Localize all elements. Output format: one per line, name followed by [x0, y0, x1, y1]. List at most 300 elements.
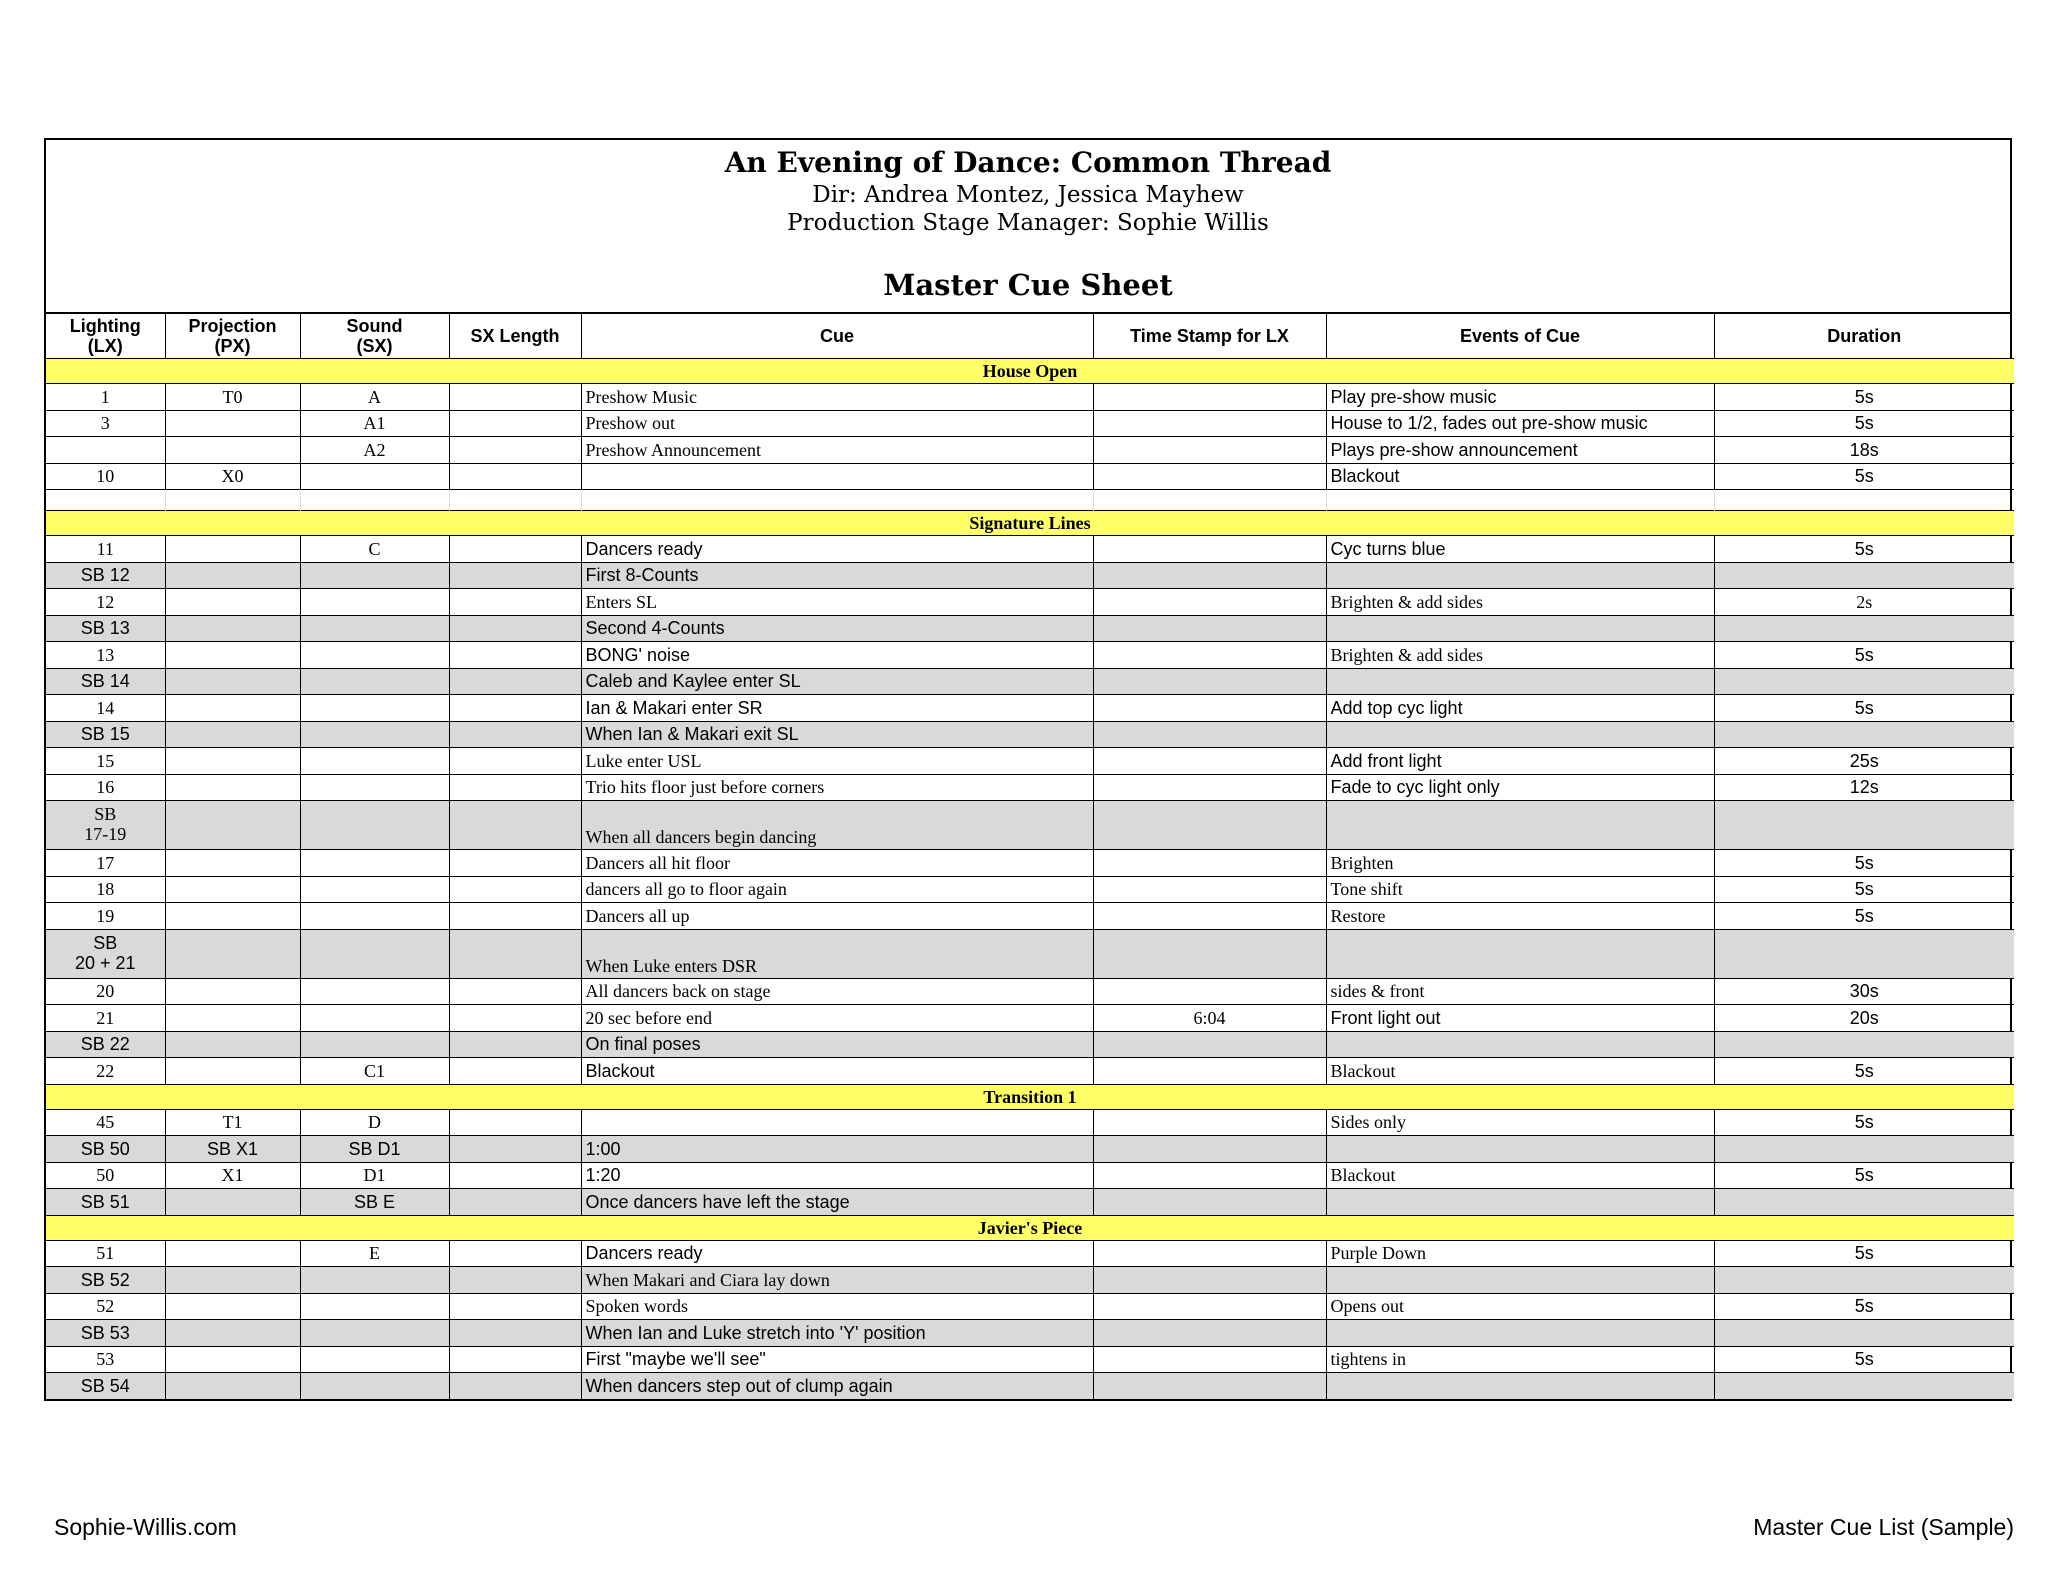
spacer-cell	[165, 490, 300, 511]
sx-length-cell	[449, 562, 581, 589]
sx-length-cell	[449, 384, 581, 411]
lighting-cell: SB 53	[46, 1320, 165, 1347]
sx-length-cell	[449, 589, 581, 616]
sound-cell: C	[300, 536, 449, 563]
footer-doc-title: Master Cue List (Sample)	[1753, 1514, 2014, 1540]
events-cell: sides & front	[1326, 978, 1714, 1005]
column-header: Cue	[581, 314, 1093, 359]
events-cell: House to 1/2, fades out pre-show music	[1326, 410, 1714, 437]
sound-cell	[300, 562, 449, 589]
cue-cell: All dancers back on stage	[581, 978, 1093, 1005]
sound-cell	[300, 903, 449, 930]
sx-length-cell	[449, 536, 581, 563]
projection-cell	[165, 1346, 300, 1373]
projection-cell: SB X1	[165, 1136, 300, 1163]
cue-row	[46, 876, 2014, 903]
sound-cell: A	[300, 384, 449, 411]
duration-cell: 30s	[1714, 978, 2014, 1005]
lighting-cell: SB 13	[46, 615, 165, 642]
sx-length-cell	[449, 1373, 581, 1399]
standby-row	[46, 615, 2014, 642]
column-header-row	[46, 314, 2014, 359]
projection-cell	[165, 410, 300, 437]
spacer-cell	[581, 490, 1093, 511]
lighting-cell: 10	[46, 463, 165, 490]
duration-cell: 2s	[1714, 589, 2014, 616]
events-cell: Fade to cyc light only	[1326, 774, 1714, 801]
lighting-cell: SB 17-19	[46, 801, 165, 850]
standby-row	[46, 1136, 2014, 1163]
events-cell	[1326, 1189, 1714, 1216]
standby-row	[46, 1373, 2014, 1399]
projection-cell	[165, 850, 300, 877]
standby-row	[46, 1320, 2014, 1347]
projection-cell	[165, 929, 300, 978]
lighting-cell: 11	[46, 536, 165, 563]
sx-length-cell	[449, 1346, 581, 1373]
cue-row	[46, 1293, 2014, 1320]
projection-cell	[165, 1293, 300, 1320]
sx-length-cell	[449, 929, 581, 978]
cue-row	[46, 1005, 2014, 1032]
sx-length-cell	[449, 1058, 581, 1085]
lighting-cell: 50	[46, 1162, 165, 1189]
section-header-row	[46, 1084, 2014, 1109]
timestamp-cell	[1093, 1031, 1326, 1058]
column-header: SX Length	[449, 314, 581, 359]
projection-cell	[165, 615, 300, 642]
timestamp-cell	[1093, 903, 1326, 930]
lighting-cell: 52	[46, 1293, 165, 1320]
duration-cell: 5s	[1714, 463, 2014, 490]
cue-cell: When all dancers begin dancing	[581, 801, 1093, 850]
sx-length-cell	[449, 615, 581, 642]
show-title: An Evening of Dance: Common Thread	[724, 146, 1332, 179]
duration-cell	[1714, 1373, 2014, 1399]
column-header: Duration	[1714, 314, 2014, 359]
events-cell	[1326, 1320, 1714, 1347]
events-cell: Play pre-show music	[1326, 384, 1714, 411]
spacer-cell	[1714, 490, 2014, 511]
lighting-cell: 12	[46, 589, 165, 616]
events-cell	[1326, 1373, 1714, 1399]
duration-cell: 20s	[1714, 1005, 2014, 1032]
lighting-cell: SB 15	[46, 721, 165, 748]
cue-row	[46, 589, 2014, 616]
events-cell: Cyc turns blue	[1326, 536, 1714, 563]
sound-cell	[300, 589, 449, 616]
cue-table	[46, 314, 2014, 1399]
timestamp-cell	[1093, 384, 1326, 411]
timestamp-cell	[1093, 748, 1326, 775]
lighting-cell: SB 50	[46, 1136, 165, 1163]
projection-cell	[165, 437, 300, 464]
duration-cell: 5s	[1714, 1293, 2014, 1320]
events-cell: Brighten	[1326, 850, 1714, 877]
sound-cell	[300, 615, 449, 642]
spacer-cell	[300, 490, 449, 511]
sound-cell	[300, 1346, 449, 1373]
duration-cell: 5s	[1714, 1346, 2014, 1373]
duration-cell: 25s	[1714, 748, 2014, 775]
column-header: Sound (SX)	[300, 314, 449, 359]
lighting-cell: 1	[46, 384, 165, 411]
projection-cell	[165, 876, 300, 903]
duration-cell	[1714, 1267, 2014, 1294]
sx-length-cell	[449, 903, 581, 930]
sx-length-cell	[449, 1189, 581, 1216]
sx-length-cell	[449, 721, 581, 748]
timestamp-cell	[1093, 1058, 1326, 1085]
projection-cell	[165, 695, 300, 722]
timestamp-cell	[1093, 1240, 1326, 1267]
duration-cell: 5s	[1714, 1240, 2014, 1267]
lighting-cell: 51	[46, 1240, 165, 1267]
duration-cell	[1714, 929, 2014, 978]
timestamp-cell	[1093, 695, 1326, 722]
column-header: Time Stamp for LX	[1093, 314, 1326, 359]
lighting-cell: 15	[46, 748, 165, 775]
sx-length-cell	[449, 1320, 581, 1347]
cue-row	[46, 748, 2014, 775]
timestamp-cell	[1093, 850, 1326, 877]
lighting-cell: 22	[46, 1058, 165, 1085]
events-cell: Sides only	[1326, 1109, 1714, 1136]
timestamp-cell	[1093, 1293, 1326, 1320]
cue-row	[46, 1162, 2014, 1189]
cue-cell: Second 4-Counts	[581, 615, 1093, 642]
timestamp-cell	[1093, 1109, 1326, 1136]
lighting-cell: 45	[46, 1109, 165, 1136]
lighting-cell: 3	[46, 410, 165, 437]
sx-length-cell	[449, 463, 581, 490]
projection-cell	[165, 774, 300, 801]
lighting-cell	[46, 437, 165, 464]
projection-cell	[165, 978, 300, 1005]
duration-cell	[1714, 801, 2014, 850]
timestamp-cell	[1093, 1189, 1326, 1216]
sound-cell	[300, 1320, 449, 1347]
events-cell	[1326, 1136, 1714, 1163]
cue-table-body	[46, 359, 2014, 1399]
timestamp-cell	[1093, 1320, 1326, 1347]
projection-cell	[165, 1058, 300, 1085]
lighting-cell: 19	[46, 903, 165, 930]
cue-row	[46, 463, 2014, 490]
cue-row	[46, 437, 2014, 464]
sound-cell	[300, 1031, 449, 1058]
cue-cell: Once dancers have left the stage	[581, 1189, 1093, 1216]
sound-cell	[300, 1293, 449, 1320]
projection-cell	[165, 801, 300, 850]
timestamp-cell	[1093, 562, 1326, 589]
cue-cell: Ian & Makari enter SR	[581, 695, 1093, 722]
timestamp-cell	[1093, 437, 1326, 464]
section-header-row	[46, 1215, 2014, 1240]
section-header-row	[46, 511, 2014, 536]
cue-cell: When Ian & Makari exit SL	[581, 721, 1093, 748]
spacer-cell	[1326, 490, 1714, 511]
cue-cell: 1:20	[581, 1162, 1093, 1189]
section-label: Javier's Piece	[46, 1215, 2014, 1240]
timestamp-cell	[1093, 1267, 1326, 1294]
events-cell: Brighten & add sides	[1326, 642, 1714, 669]
events-cell: Purple Down	[1326, 1240, 1714, 1267]
events-cell: Blackout	[1326, 1058, 1714, 1085]
standby-row	[46, 721, 2014, 748]
sound-cell	[300, 642, 449, 669]
cue-row	[46, 1109, 2014, 1136]
duration-cell: 5s	[1714, 695, 2014, 722]
projection-cell	[165, 589, 300, 616]
events-cell	[1326, 929, 1714, 978]
projection-cell: T1	[165, 1109, 300, 1136]
timestamp-cell	[1093, 615, 1326, 642]
cue-cell: When Makari and Ciara lay down	[581, 1267, 1093, 1294]
cue-cell: Luke enter USL	[581, 748, 1093, 775]
duration-cell: 5s	[1714, 536, 2014, 563]
duration-cell: 12s	[1714, 774, 2014, 801]
cue-cell: Dancers all up	[581, 903, 1093, 930]
lighting-cell: 20	[46, 978, 165, 1005]
events-cell: Blackout	[1326, 463, 1714, 490]
timestamp-cell	[1093, 929, 1326, 978]
cue-cell: Preshow Announcement	[581, 437, 1093, 464]
section-label: Signature Lines	[46, 511, 2014, 536]
timestamp-cell	[1093, 1162, 1326, 1189]
sound-cell: C1	[300, 1058, 449, 1085]
cue-row	[46, 536, 2014, 563]
standby-row	[46, 1267, 2014, 1294]
timestamp-cell	[1093, 1136, 1326, 1163]
sound-cell	[300, 1373, 449, 1399]
projection-cell	[165, 1320, 300, 1347]
cue-row	[46, 1346, 2014, 1373]
sound-cell: A1	[300, 410, 449, 437]
projection-cell	[165, 721, 300, 748]
events-cell: Restore	[1326, 903, 1714, 930]
events-cell: Tone shift	[1326, 876, 1714, 903]
sx-length-cell	[449, 642, 581, 669]
cue-cell: When dancers step out of clump again	[581, 1373, 1093, 1399]
lighting-cell: 14	[46, 695, 165, 722]
projection-cell	[165, 748, 300, 775]
sx-length-cell	[449, 1136, 581, 1163]
cue-cell	[581, 1109, 1093, 1136]
timestamp-cell	[1093, 410, 1326, 437]
events-cell	[1326, 615, 1714, 642]
cue-cell	[581, 463, 1093, 490]
timestamp-cell	[1093, 876, 1326, 903]
cue-row	[46, 978, 2014, 1005]
projection-cell	[165, 1267, 300, 1294]
cue-cell: First "maybe we'll see"	[581, 1346, 1093, 1373]
sound-cell: D1	[300, 1162, 449, 1189]
cue-cell: BONG' noise	[581, 642, 1093, 669]
standby-row	[46, 562, 2014, 589]
cue-cell: 20 sec before end	[581, 1005, 1093, 1032]
lighting-cell: 17	[46, 850, 165, 877]
sound-cell	[300, 721, 449, 748]
cue-row	[46, 410, 2014, 437]
sx-length-cell	[449, 410, 581, 437]
duration-cell	[1714, 1031, 2014, 1058]
lighting-cell: 13	[46, 642, 165, 669]
events-cell	[1326, 721, 1714, 748]
sx-length-cell	[449, 801, 581, 850]
timestamp-cell: 6:04	[1093, 1005, 1326, 1032]
column-header: Projection (PX)	[165, 314, 300, 359]
duration-cell: 5s	[1714, 1162, 2014, 1189]
events-cell	[1326, 1031, 1714, 1058]
cue-cell: Dancers all hit floor	[581, 850, 1093, 877]
duration-cell	[1714, 615, 2014, 642]
lighting-cell: SB 54	[46, 1373, 165, 1399]
cue-row	[46, 1240, 2014, 1267]
cue-cell: Preshow out	[581, 410, 1093, 437]
lighting-cell: SB 20 + 21	[46, 929, 165, 978]
cue-cell: 1:00	[581, 1136, 1093, 1163]
sound-cell: D	[300, 1109, 449, 1136]
lighting-cell: 18	[46, 876, 165, 903]
sx-length-cell	[449, 1031, 581, 1058]
sx-length-cell	[449, 1267, 581, 1294]
duration-cell	[1714, 1320, 2014, 1347]
cue-cell: Dancers ready	[581, 1240, 1093, 1267]
timestamp-cell	[1093, 589, 1326, 616]
sx-length-cell	[449, 774, 581, 801]
projection-cell	[165, 562, 300, 589]
lighting-cell: SB 22	[46, 1031, 165, 1058]
events-cell: Plays pre-show announcement	[1326, 437, 1714, 464]
cue-cell: Trio hits floor just before corners	[581, 774, 1093, 801]
standby-row	[46, 1189, 2014, 1216]
sound-cell: A2	[300, 437, 449, 464]
sx-length-cell	[449, 437, 581, 464]
sound-cell	[300, 748, 449, 775]
lighting-cell: 53	[46, 1346, 165, 1373]
duration-cell: 5s	[1714, 1109, 2014, 1136]
lighting-cell: SB 12	[46, 562, 165, 589]
events-cell	[1326, 1267, 1714, 1294]
sx-length-cell	[449, 668, 581, 695]
duration-cell: 5s	[1714, 876, 2014, 903]
sound-cell: E	[300, 1240, 449, 1267]
duration-cell	[1714, 721, 2014, 748]
duration-cell: 5s	[1714, 850, 2014, 877]
sheet-title: Master Cue Sheet	[883, 268, 1173, 302]
timestamp-cell	[1093, 1373, 1326, 1399]
cue-row	[46, 695, 2014, 722]
events-cell	[1326, 801, 1714, 850]
cue-cell: Blackout	[581, 1058, 1093, 1085]
standby-row	[46, 668, 2014, 695]
sheet-header	[46, 140, 2010, 314]
events-cell: Brighten & add sides	[1326, 589, 1714, 616]
sound-cell	[300, 978, 449, 1005]
events-cell: Front light out	[1326, 1005, 1714, 1032]
cue-row	[46, 850, 2014, 877]
duration-cell	[1714, 668, 2014, 695]
cue-row	[46, 1058, 2014, 1085]
projection-cell	[165, 1005, 300, 1032]
events-cell: tightens in	[1326, 1346, 1714, 1373]
cue-row	[46, 903, 2014, 930]
sound-cell	[300, 876, 449, 903]
duration-cell: 5s	[1714, 410, 2014, 437]
duration-cell: 5s	[1714, 642, 2014, 669]
sx-length-cell	[449, 748, 581, 775]
duration-cell: 5s	[1714, 384, 2014, 411]
sound-cell	[300, 1267, 449, 1294]
footer-website: Sophie-Willis.com	[54, 1514, 237, 1540]
cue-cell: Spoken words	[581, 1293, 1093, 1320]
standby-row	[46, 1031, 2014, 1058]
projection-cell	[165, 642, 300, 669]
projection-cell	[165, 903, 300, 930]
sound-cell	[300, 774, 449, 801]
projection-cell: T0	[165, 384, 300, 411]
cue-sheet	[44, 138, 2012, 1401]
lighting-cell: SB 14	[46, 668, 165, 695]
events-cell: Add top cyc light	[1326, 695, 1714, 722]
projection-cell	[165, 1240, 300, 1267]
timestamp-cell	[1093, 642, 1326, 669]
column-header: Lighting (LX)	[46, 314, 165, 359]
projection-cell: X0	[165, 463, 300, 490]
cue-cell: dancers all go to floor again	[581, 876, 1093, 903]
timestamp-cell	[1093, 801, 1326, 850]
spacer-cell	[1093, 490, 1326, 511]
cue-cell: Caleb and Kaylee enter SL	[581, 668, 1093, 695]
stage-manager-line: Production Stage Manager: Sophie Willis	[787, 210, 1269, 236]
column-header: Events of Cue	[1326, 314, 1714, 359]
lighting-cell: 16	[46, 774, 165, 801]
projection-cell	[165, 668, 300, 695]
cue-cell: When Ian and Luke stretch into 'Y' position	[581, 1320, 1093, 1347]
section-label: Transition 1	[46, 1084, 2014, 1109]
spacer-row	[46, 490, 2014, 511]
standby-row	[46, 929, 2014, 978]
timestamp-cell	[1093, 774, 1326, 801]
timestamp-cell	[1093, 463, 1326, 490]
duration-cell	[1714, 1189, 2014, 1216]
cue-cell: Dancers ready	[581, 536, 1093, 563]
timestamp-cell	[1093, 536, 1326, 563]
projection-cell	[165, 1373, 300, 1399]
cue-cell: On final poses	[581, 1031, 1093, 1058]
events-cell: Opens out	[1326, 1293, 1714, 1320]
cue-cell: Enters SL	[581, 589, 1093, 616]
timestamp-cell	[1093, 721, 1326, 748]
sx-length-cell	[449, 876, 581, 903]
duration-cell: 18s	[1714, 437, 2014, 464]
sound-cell: SB D1	[300, 1136, 449, 1163]
projection-cell	[165, 536, 300, 563]
sx-length-cell	[449, 695, 581, 722]
sound-cell: SB E	[300, 1189, 449, 1216]
sound-cell	[300, 929, 449, 978]
projection-cell	[165, 1031, 300, 1058]
timestamp-cell	[1093, 668, 1326, 695]
cue-cell: First 8-Counts	[581, 562, 1093, 589]
sx-length-cell	[449, 978, 581, 1005]
standby-row	[46, 801, 2014, 850]
duration-cell	[1714, 1136, 2014, 1163]
sound-cell	[300, 668, 449, 695]
sx-length-cell	[449, 850, 581, 877]
lighting-cell: SB 51	[46, 1189, 165, 1216]
